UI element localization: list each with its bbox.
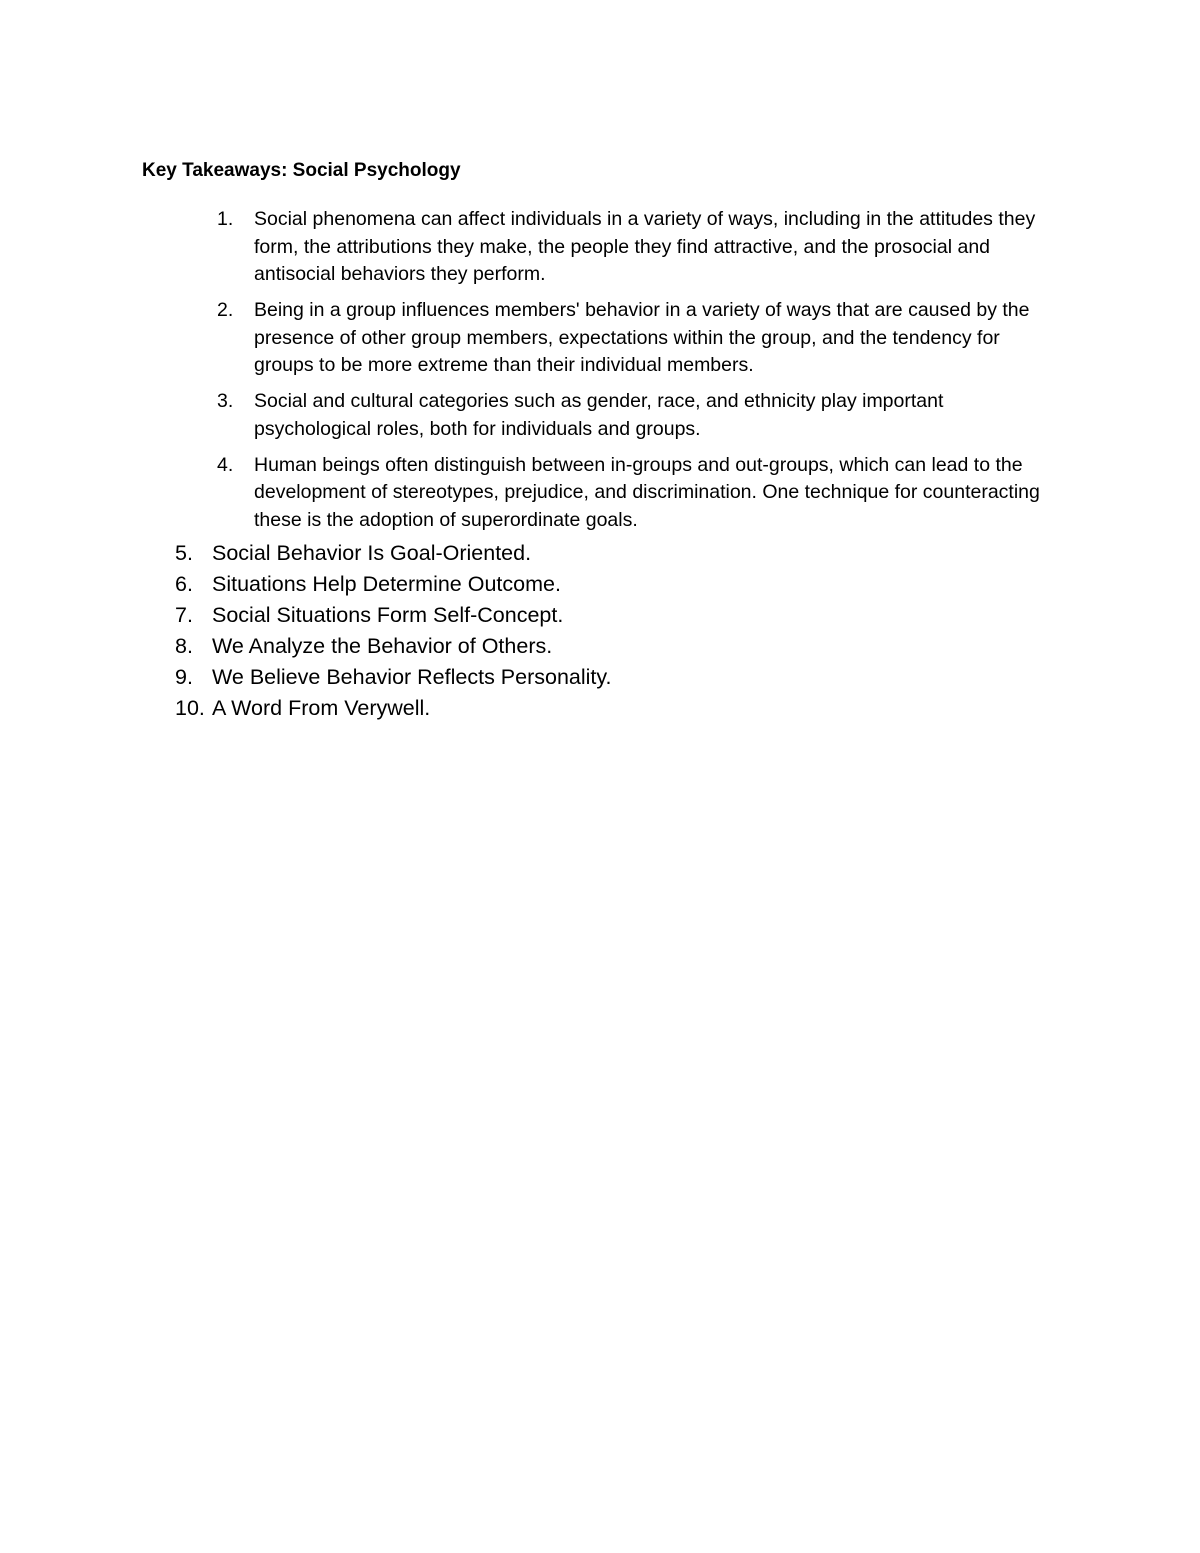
list-item-number: 10. [175,696,205,720]
list-item-text: We Believe Behavior Reflects Personality. [212,665,612,689]
list-item-text: Social and cultural categories such as gender, race, and ethnicity play important psychological roles, both for individuals and groups. [254,390,944,440]
list-item [0,388,1054,443]
list-item-text: Being in a group influences members' behavior in a variety of ways that are caused by the presence of other group members, expectations within the group, and the tendency for groups to be more extreme than their individual members. [254,299,1030,376]
list-item [0,631,1200,662]
list-item-text: Social phenomena can affect individuals in a variety of ways, including in the attitudes they form, the attributions they make, the people they find attractive, and the prosocial and antisocial behaviors they perform. [254,208,1036,285]
list-item-text: Human beings often distinguish between in-groups and out-groups, which can lead to the development of stereotypes, prejudice, and discrimination. One technique for counteracting these is the adoption of superordinate goals. [254,453,1040,531]
takeaways-list [0,206,1200,543]
list-item [0,538,1200,569]
list-item [0,600,1200,631]
list-item [0,297,1054,380]
list-item-number: 3. [217,390,234,412]
list-item [0,662,1200,693]
list-item-text: We Analyze the Behavior of Others. [212,634,553,658]
list-item [0,452,1054,535]
list-item [0,206,1054,289]
list-item-text: Social Behavior Is Goal-Oriented. [212,541,532,565]
list-item-number: 5. [175,541,193,565]
list-item-number: 7. [175,603,193,627]
list-item-text: Social Situations Form Self-Concept. [212,603,564,627]
list-item-number: 9. [175,665,193,689]
list-item [0,569,1200,600]
document-title: Key Takeaways: Social Psychology [142,160,461,181]
list-item [0,693,1200,724]
list-item-number: 1. [217,208,234,230]
list-item-number: 6. [175,572,193,596]
list-item-number: 8. [175,634,193,658]
list-item-text: Situations Help Determine Outcome. [212,572,561,596]
principles-list [0,538,1200,724]
list-item-number: 4. [217,453,234,476]
list-item-text: A Word From Verywell. [212,696,431,720]
list-item-number: 2. [217,299,234,321]
